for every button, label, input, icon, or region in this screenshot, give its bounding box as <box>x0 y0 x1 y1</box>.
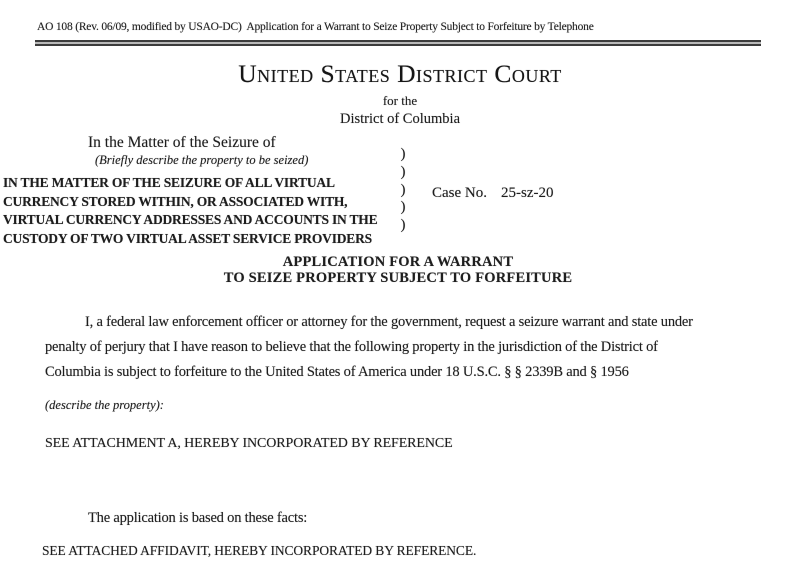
application-heading <box>0 255 796 287</box>
paren-glyph: ) <box>400 146 406 162</box>
paren-glyph: ) <box>400 217 406 234</box>
application-body <box>45 310 770 386</box>
matter-description <box>3 174 398 248</box>
case-line <box>432 185 554 202</box>
affidavit-reference: SEE ATTACHED AFFIDAVIT, HEREBY INCORPORATED BY REFERENCE. <box>42 543 477 558</box>
facts-intro-label: The application is based on these facts: <box>88 510 308 526</box>
matter-instruction: (Briefly describe the property to be seized) <box>95 153 309 167</box>
matter-description-line: CUSTODY OF TWO VIRTUAL ASSET SERVICE PROVIDERS <box>3 230 372 246</box>
application-body-line: Columbia is subject to forfeiture to the United States of America under 18 U.S.C. § § 2339B and § 1956 <box>45 364 629 381</box>
court-subtitle: for the <box>382 93 418 108</box>
paren-glyph: ) <box>400 199 406 216</box>
paren-glyph: ) <box>400 181 406 198</box>
attachment-reference: SEE ATTACHMENT A, HEREBY INCORPORATED BY REFERENCE <box>45 436 453 451</box>
court-district: District of Columbia <box>339 111 460 127</box>
case-number-value: 25-sz-20 <box>501 185 554 201</box>
header-double-rule <box>35 40 761 46</box>
matter-description-line: CURRENCY STORED WITHIN, OR ASSOCIATED WITH, <box>3 193 348 209</box>
court-title: United States District Court <box>238 59 562 88</box>
application-heading-line2: TO SEIZE PROPERTY SUBJECT TO FORFEITURE <box>223 269 573 286</box>
matter-label: In the Matter of the Seizure of <box>88 134 276 151</box>
matter-description-line: IN THE MATTER OF THE SEIZURE OF ALL VIRTUAL <box>3 175 335 190</box>
application-body-line: penalty of perjury that I have reason to believe that the following property in the jurisdiction of the District of <box>45 339 658 356</box>
matter-description-line: VIRTUAL CURRENCY ADDRESSES AND ACCOUNTS IN THE <box>3 212 378 227</box>
application-heading-line1: APPLICATION FOR A WARRANT <box>282 254 514 270</box>
form-header-label: AO 108 (Rev. 06/09, modified by USAO-DC) Application for a Warrant to Seize Property Subject to Forfeiture by Telephone <box>37 21 594 33</box>
case-number-label: Case No. <box>432 185 487 201</box>
caption-paren-column <box>397 146 409 235</box>
describe-property-label: (describe the property): <box>45 398 164 412</box>
application-body-line: I, a federal law enforcement officer or attorney for the government, request a seizure warrant and state under <box>85 314 693 330</box>
paren-glyph: ) <box>400 163 406 180</box>
